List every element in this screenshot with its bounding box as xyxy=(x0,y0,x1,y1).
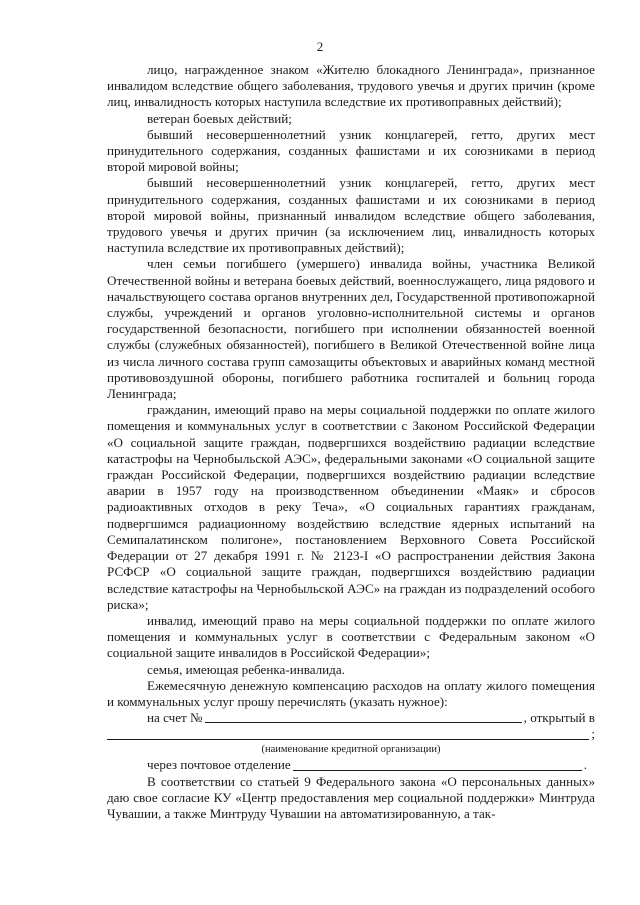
post-office-field[interactable] xyxy=(293,770,582,771)
bank-name-row xyxy=(107,726,595,742)
paragraph-payment-request: Ежемесячную денежную компенсацию расходов на оплату жилого помещения и коммунальных услуг прошу перечислять (указать нужное): xyxy=(107,677,595,709)
page-number: 2 xyxy=(316,39,324,54)
bank-line-end: ; xyxy=(591,726,595,742)
document-body xyxy=(107,62,595,822)
paragraph-personal-data-consent: В соответствии со статьей 9 Федерального закона «О персональных данных» даю свое согласие КУ «Центр предоставления мер социальной поддержки» Минтруда Чувашии, а также Минтруду Чувашии на автоматизированную, а так- xyxy=(107,773,595,822)
paragraph-family-member-deceased: член семьи погибшего (умершего) инвалида войны, участника Великой Отечественной войны и ветерана боевых действий, военнослужащего, лица рядового и начальствующего состава органов внутренних дел, Государственной противопожарной службы, учреждений и органов уголовно-исполнительной системы и органов государственной безопасности, погибшего при исполнении обязанностей военной службы (служебных обязанностей), погибшего в Великой Отечественной войне лица из числа личного состава групп самозащиты объектовых и аварийных команд местной противовоздушной обороны, погибшего работника госпиталей и больниц города Ленинграда; xyxy=(107,256,595,402)
account-number-row xyxy=(107,710,595,726)
post-office-row xyxy=(107,758,595,774)
paragraph-disabled-person: инвалид, имеющий право на меры социальной поддержки по оплате жилого помещения и коммунальных услуг в соответствии с Федеральным законом «О социальной защите инвалидов в Российской Федерации»; xyxy=(107,612,595,661)
post-office-line-end: . xyxy=(583,757,587,773)
paragraph-family-disabled-child: семья, имеющая ребенка-инвалида. xyxy=(147,661,345,677)
account-number-field[interactable] xyxy=(205,722,522,723)
account-suffix-label: , открытый в xyxy=(523,710,595,726)
paragraph-minor-prisoner: бывший несовершеннолетний узник концлагерей, гетто, других мест принудительного содержания, созданных фашистами и их союзниками в период второй мировой войны; xyxy=(107,126,595,175)
paragraph-minor-prisoner-disabled: бывший несовершеннолетний узник концлагерей, гетто, других мест принудительного содержания, созданных фашистами и их союзниками в период второй мировой войны, признанный инвалидом вследствие общего заболевания, трудового увечья и других причин (за исключением лиц, инвалидность которых наступила вследствие их противоправных действий); xyxy=(107,175,595,256)
bank-name-field[interactable] xyxy=(107,739,589,740)
paragraph-blockade-resident: лицо, награжденное знаком «Жителю блокадного Ленинграда», признанное инвалидом вследствие общего заболевания, трудового увечья и других причин (кроме лиц, инвалидность которых наступила вследствие их противоправных действий); xyxy=(107,62,595,110)
paragraph-combat-veteran: ветеран боевых действий; xyxy=(147,110,292,126)
bank-name-caption: (наименование кредитной организации) xyxy=(261,743,441,755)
post-office-label: через почтовое отделение xyxy=(147,757,291,773)
paragraph-radiation-citizen: гражданин, имеющий право на меры социальной поддержки по оплате жилого помещения и коммунальных услуг в соответствии с Законом Российской Федерации «О социальной защите граждан, подвергшихся воздействию радиации вследствие катастрофы на Чернобыльской АЭС», федеральными законами «О социальной защите граждан Российской Федерации, подвергшихся воздействию радиации вследствие аварии в 1957 году на производственном объединении «Маяк» и сбросов радиоактивных отходов в реку Теча», «О социальных гарантиях гражданам, подвергшимся радиационному воздействию вследствие ядерных испытаний на Семипалатинском полигоне», постановлением Верховного Совета Российской Федерации от 27 декабря 1991 г. № 2123-I «О распространении действия Закона РСФСР «О социальной защите граждан, подвергшихся воздействию радиации вследствие катастрофы на Чернобыльской АЭС» на граждан из подразделений особого риска»; xyxy=(107,402,595,612)
account-label: на счет № xyxy=(147,710,203,726)
